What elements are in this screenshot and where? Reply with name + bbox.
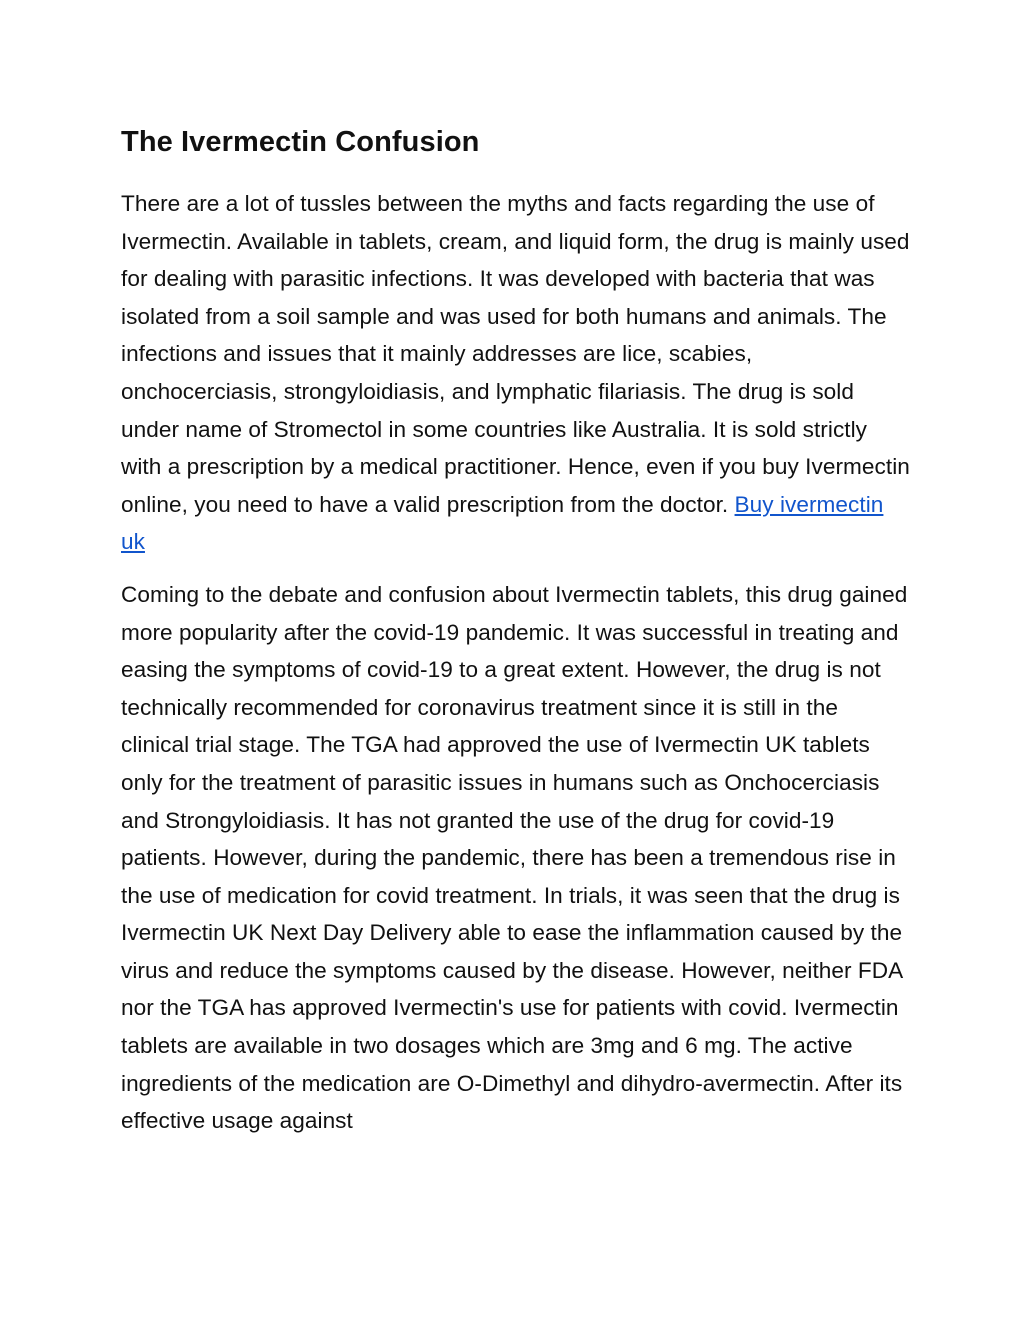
paragraph-2-text: Coming to the debate and confusion about Ivermectin tablets, this drug gained more popularity after the covid-19 pandemic. It was successful in treating and easing the symptoms of covid-19 to a great extent. However, the drug is not technically recommended for coronavirus treatment since it is still in the clinical trial stage. The TGA had approved the use of Ivermectin UK tablets only for the treatment of parasitic issues in humans such as Onchocerciasis and Strongyloidiasis. It has not granted the use of the drug for covid-19 patients. However, during the pandemic, there has been a tremendous rise in the use of medication for covid treatment. In trials, it was seen that the drug is Ivermectin UK Next Day Delivery able to ease the inflammation caused by the virus and reduce the symptoms caused by the disease. However, neither FDA nor the TGA has approved Ivermectin's use for patients with covid. Ivermectin tablets are available in two dosages which are 3mg and 6 mg. The active ingredients of the medication are O-Dimethyl and dihydro-avermectin. After its effective usage against [121, 581, 908, 1134]
document-title: The Ivermectin Confusion [121, 126, 480, 158]
paragraph-2 [121, 576, 911, 1140]
paragraph-1-text: There are a lot of tussles between the myths and facts regarding the use of Ivermectin. Available in tablets, cream, and liquid form, the drug is mainly used for dealing with parasitic infections. It was developed with bacteria that was isolated from a soil sample and was used for both humans and animals. The infections and issues that it mainly addresses are lice, scabies, onchocerciasis, strongyloidiasis, and lymphatic filariasis. The drug is sold under name of Stromectol in some countries like Australia. It is sold strictly with a prescription by a medical practitioner. Hence, even if you buy Ivermectin online, you need to have a valid prescription from the doctor. [121, 191, 910, 517]
paragraph-1 [121, 185, 911, 561]
buy-ivermectin-link[interactable]: Buy ivermectin uk [121, 491, 884, 555]
document-page [121, 122, 911, 1140]
